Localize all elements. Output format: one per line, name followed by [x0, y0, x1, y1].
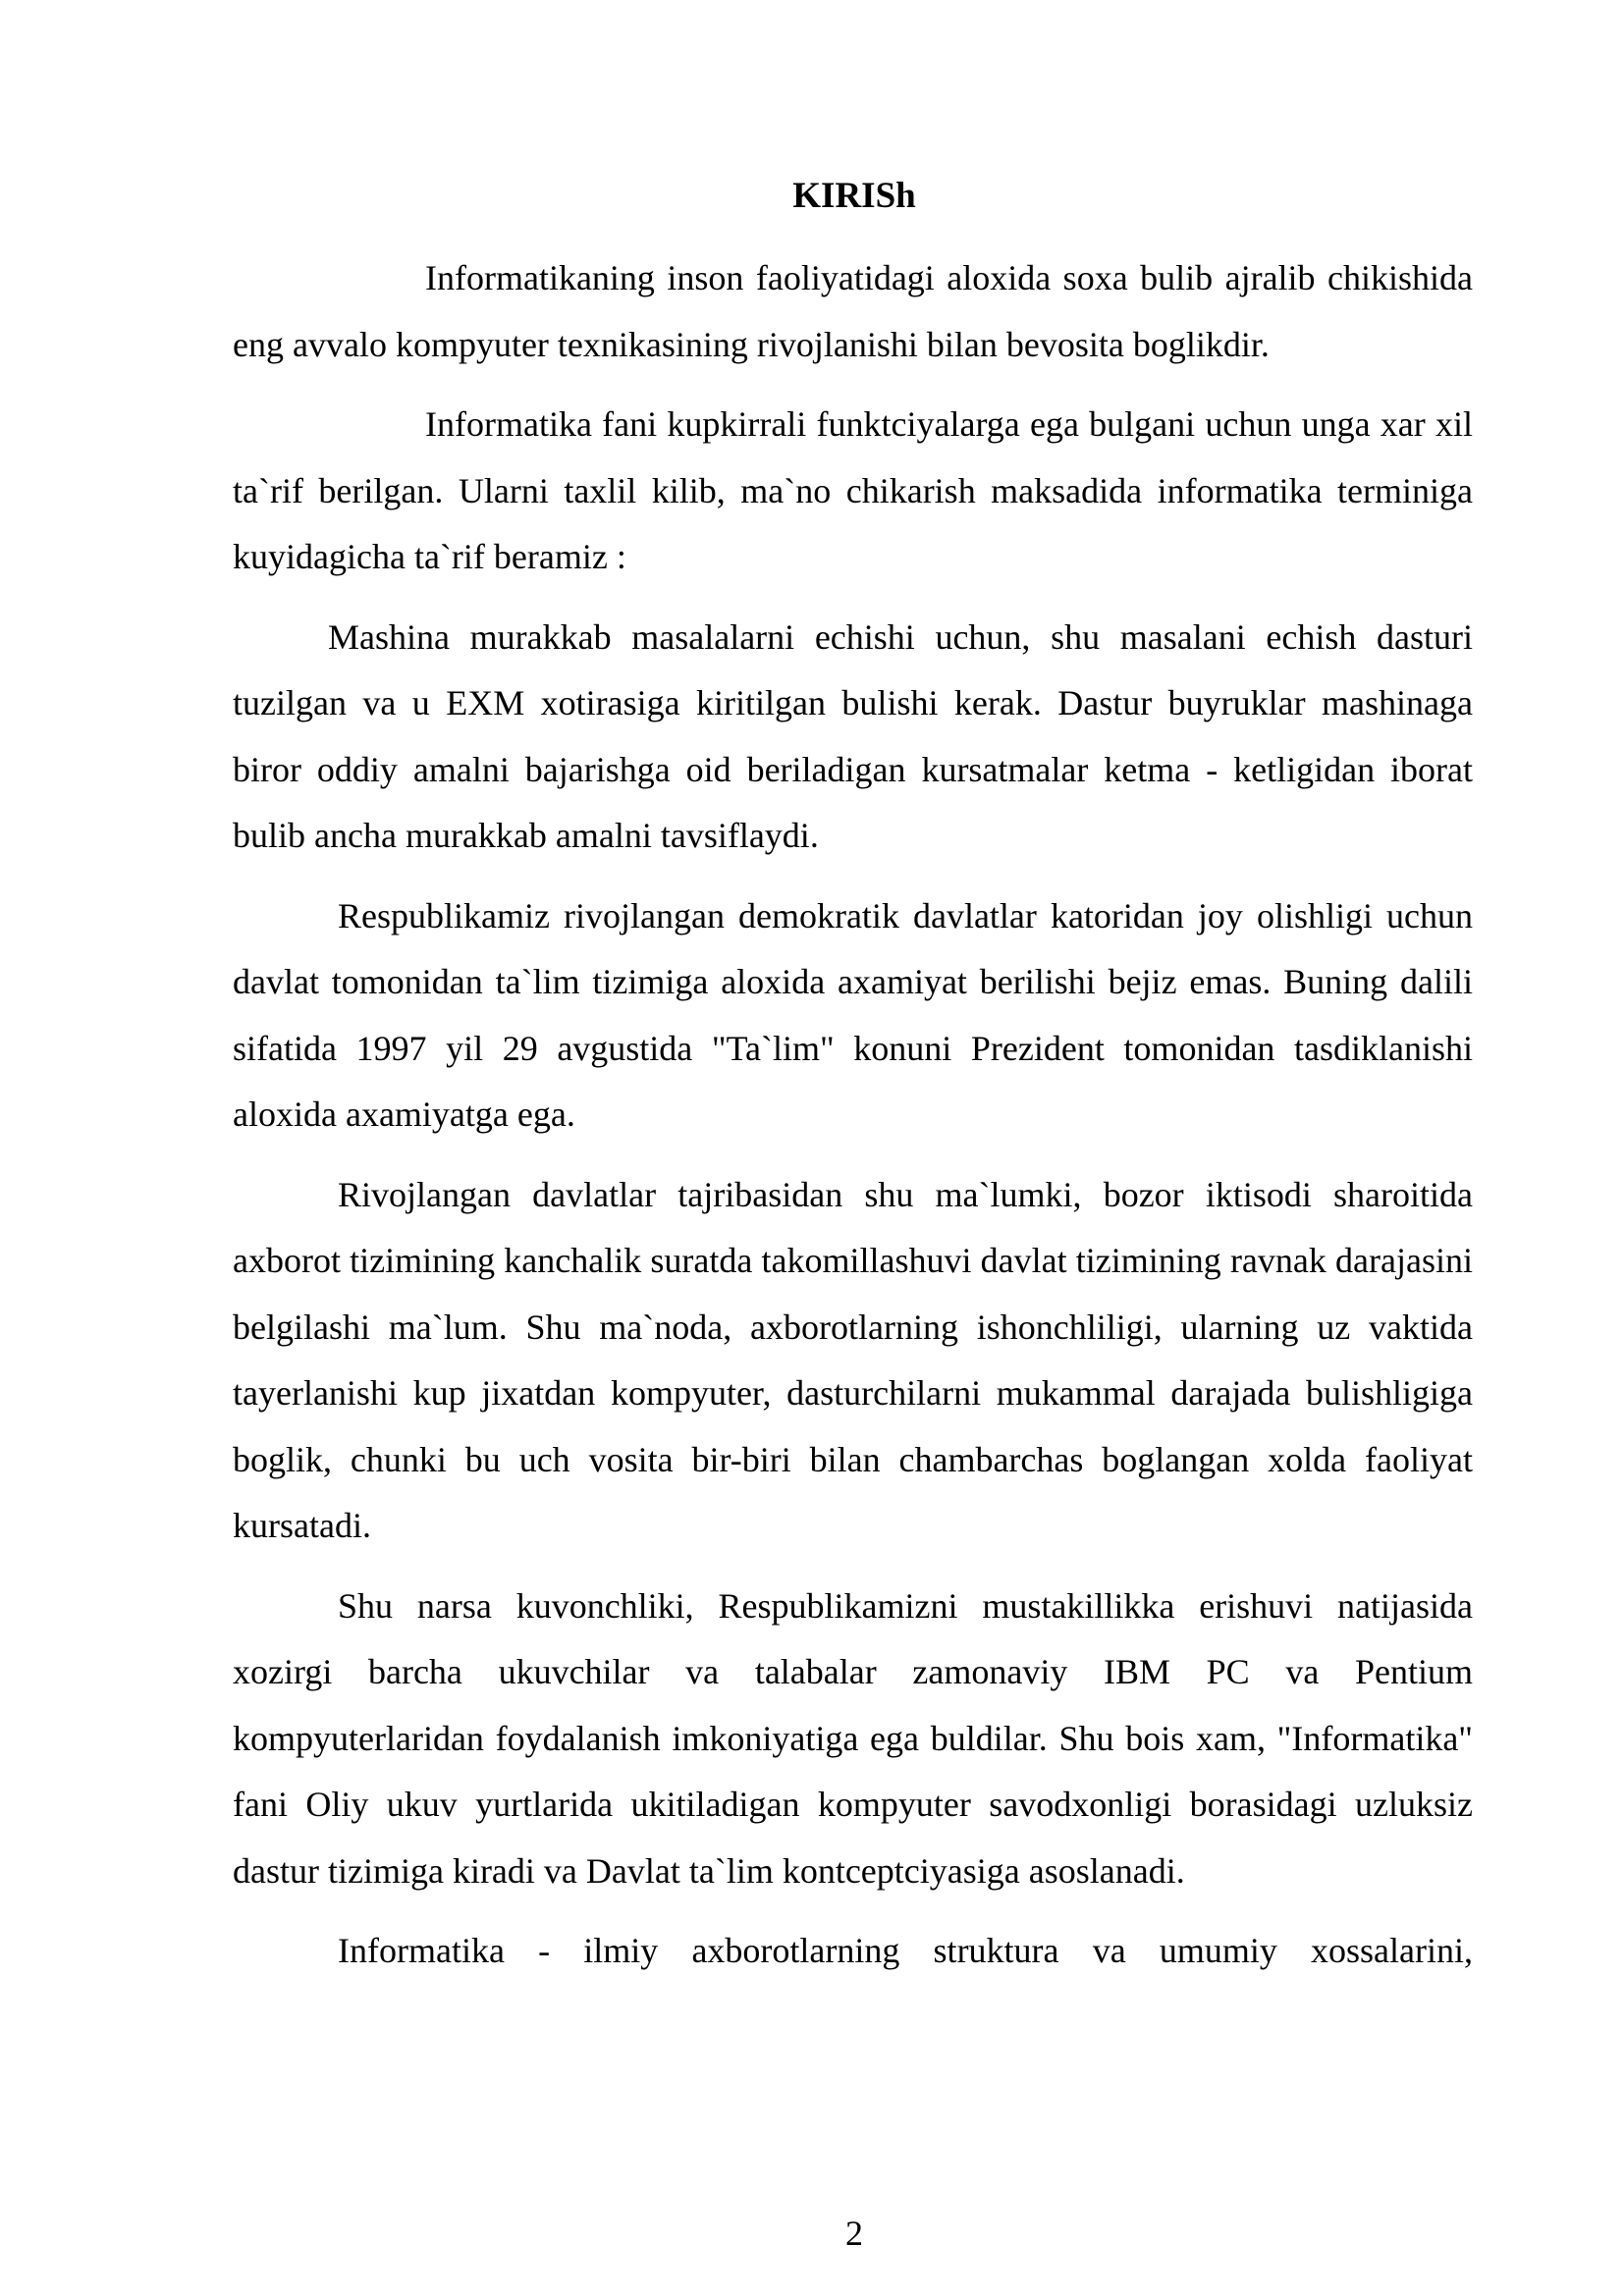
- paragraph-3: Mashina murakkab masalalarni echishi uchun, shu masalani echish dasturi tuzilgan va u EXM xotirasiga kiritilgan bulishi kerak. Dastur buyruklar mashinaga biror oddiy amalni bajarishga oid beriladigan kursatmalar ketma - ketligidan iborat bulib ancha murakkab amalni tavsiflaydi.: [233, 616, 1473, 855]
- paragraph-4: Respublikamiz rivojlangan demokratik davlatlar katoridan joy olishligi uchun davlat tomonidan ta`lim tizimiga aloxida axamiyat berilishi bejiz emas. Buning dalili sifatida 1997 yil 29 avgustida "Ta`lim" konuni Prezident tomonidan tasdiklanishi aloxida axamiyatga ega.: [233, 895, 1473, 1134]
- page-number: 2: [845, 2214, 863, 2253]
- paragraph-5: Rivojlangan davlatlar tajribasidan shu ma`lumki, bozor iktisodi sharoitida axborot tizimining kanchalik suratda takomillashuvi davlat tizimining ravnak darajasini belgilashi ma`lum. Shu ma`noda, axborotlarning ishonchliligi, ularning uz vaktida tayerlanishi kup jixatdan kompyuter, dasturchilarni mukammal darajada bulishligiga boglik, chunki bu uch vosita bir-biri bilan chambarchas boglangan xolda faoliyat kursatadi.: [233, 1174, 1473, 1545]
- paragraph-2: Informatika fani kupkirrali funktciyalarga ega bulgani uchun unga xar xil ta`rif berilgan. Ularni taxlil kilib, ma`no chikarish maksadida informatika terminiga kuyidagicha ta`rif beramiz :: [233, 404, 1473, 576]
- body-text: [233, 245, 1473, 1999]
- page-title: KIRISh: [792, 176, 916, 216]
- paragraph-7: Informatika - ilmiy axborotlarning struktura va umumiy xossalarini,: [338, 1931, 1473, 1970]
- paragraph-6: Shu narsa kuvonchliki, Respublikamizni mustakillikka erishuvi natijasida xozirgi barcha ukuvchilar va talabalar zamonaviy IBM PC va Pentium kompyuterlaridan foydalanish imkoniyatiga ega buldilar. Shu bois xam, "Informatika" fani Oliy ukuv yurtlarida ukitiladigan kompyuter savodxonligi borasidagi uzluksiz dastur tizimiga kiradi va Davlat ta`lim kontceptciyasiga asoslanadi.: [233, 1585, 1473, 1891]
- paragraph-1: Informatikaning inson faoliyatidagi aloxida soxa bulib ajralib chikishida eng avvalo kompyuter texnikasining rivojlanishi bilan bevosita boglikdir.: [233, 258, 1473, 364]
